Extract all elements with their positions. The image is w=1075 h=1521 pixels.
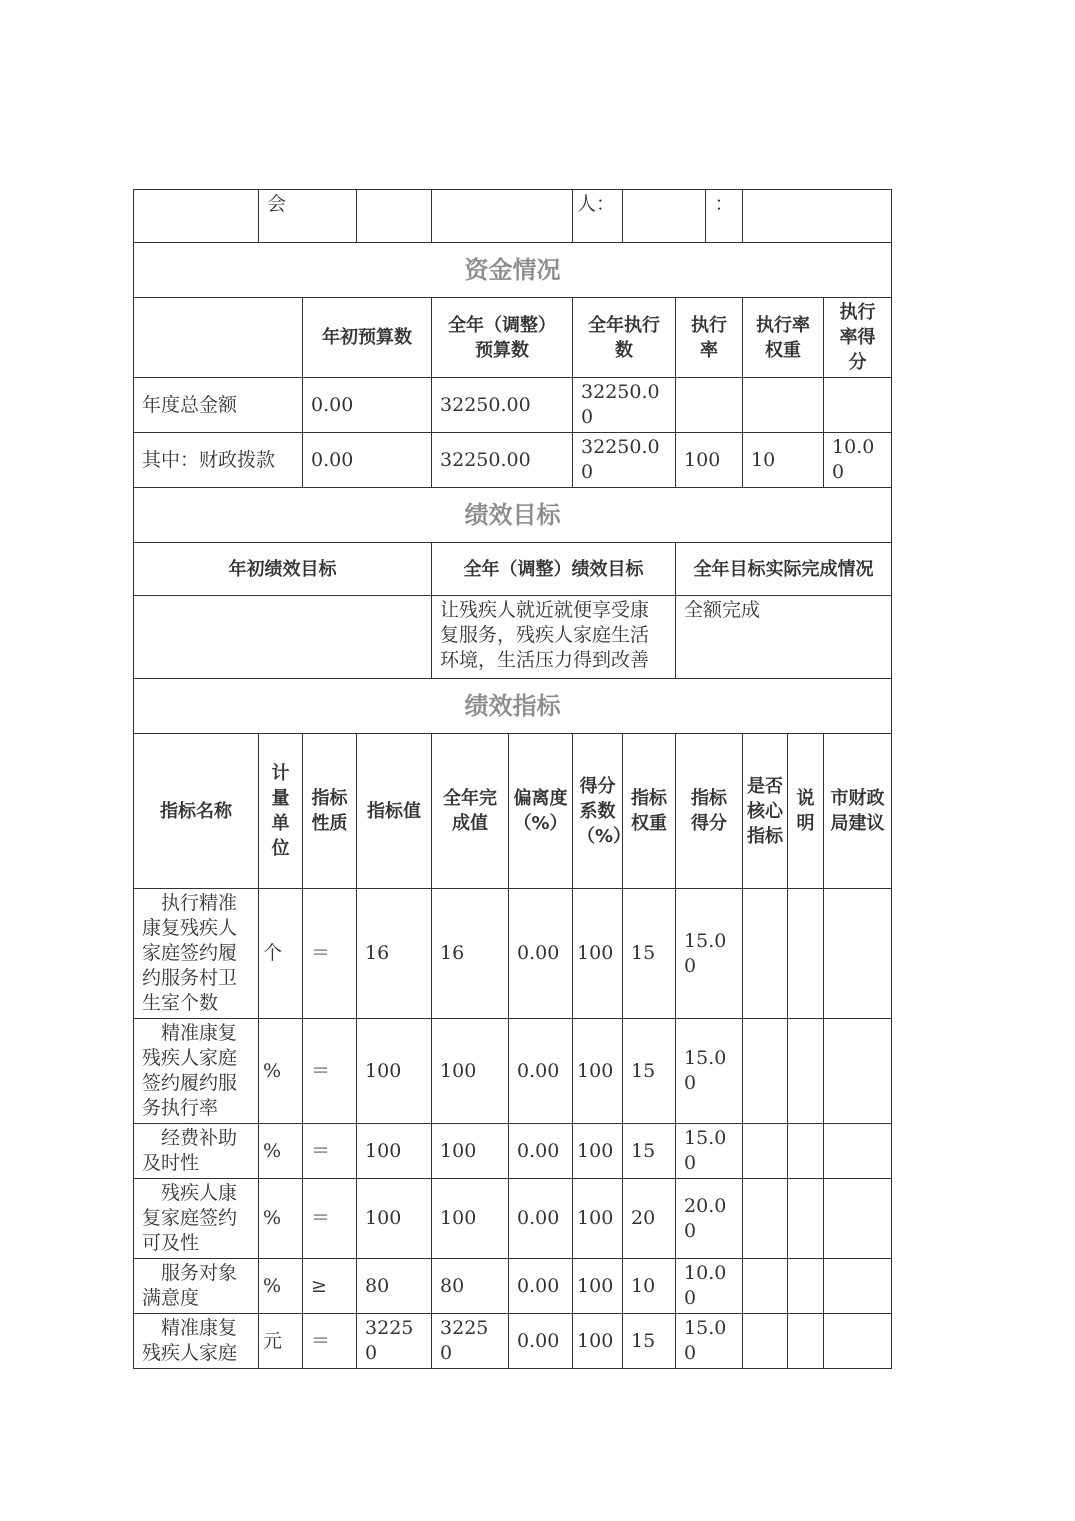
indicator-cell: % xyxy=(259,1124,303,1179)
indicator-cell: 100 xyxy=(357,1124,432,1179)
indicator-row xyxy=(134,1259,892,1314)
indicator-cell xyxy=(743,1314,788,1369)
indicator-cell: 100 xyxy=(573,1124,623,1179)
funds-cell: 10 xyxy=(743,433,824,488)
indicator-cell: 100 xyxy=(357,1179,432,1259)
top-cell-4 xyxy=(432,190,573,243)
funds-header: 执行率 xyxy=(676,298,743,378)
funds-cell xyxy=(676,378,743,433)
indicator-cell xyxy=(788,1179,824,1259)
funds-header: 全年（调整）预算数 xyxy=(432,298,573,378)
top-cell-5: 人： xyxy=(573,190,623,243)
indicator-cell: 0.00 xyxy=(509,1259,573,1314)
indicator-cell xyxy=(743,1179,788,1259)
goals-cell xyxy=(134,596,432,679)
goals-section-title: 绩效目标 xyxy=(134,488,892,543)
performance-table xyxy=(133,189,892,1369)
indicators-header-row xyxy=(134,734,892,889)
indicator-cell: ＝ xyxy=(303,1124,357,1179)
funds-cell xyxy=(824,378,892,433)
indicator-cell: ＝ xyxy=(303,889,357,1019)
goals-section-row xyxy=(134,488,892,543)
indicator-row xyxy=(134,1124,892,1179)
indicator-cell: 15.00 xyxy=(676,1314,743,1369)
indicator-cell: 15 xyxy=(623,1124,676,1179)
indicator-cell: 0.00 xyxy=(509,1019,573,1124)
goals-header: 全年目标实际完成情况 xyxy=(676,543,892,596)
indicator-cell: 0.00 xyxy=(509,1314,573,1369)
funds-section-title: 资金情况 xyxy=(134,243,892,298)
indicator-cell xyxy=(743,1124,788,1179)
indicator-cell xyxy=(743,889,788,1019)
indicator-cell: ＝ xyxy=(303,1019,357,1124)
indicator-cell: 0.00 xyxy=(509,889,573,1019)
indicator-cell: ＝ xyxy=(303,1314,357,1369)
top-row xyxy=(134,190,892,243)
document-page xyxy=(133,189,891,1369)
indicator-header: 说明 xyxy=(788,734,824,889)
indicator-cell: 100 xyxy=(432,1179,509,1259)
funds-header: 全年执行数 xyxy=(573,298,676,378)
top-cell-7: ： xyxy=(706,190,743,243)
indicator-cell: 16 xyxy=(432,889,509,1019)
indicator-cell xyxy=(788,1019,824,1124)
indicator-header: 是否核心指标 xyxy=(743,734,788,889)
funds-cell: 32250.00 xyxy=(573,378,676,433)
indicator-cell xyxy=(824,1314,892,1369)
funds-cell: 0.00 xyxy=(303,378,432,433)
indicator-cell xyxy=(824,1259,892,1314)
goals-row xyxy=(134,596,892,679)
funds-row xyxy=(134,378,892,433)
funds-header-row xyxy=(134,298,892,378)
indicator-name: 精准康复残疾人家庭签约履约服务执行率 xyxy=(134,1019,259,1124)
top-cell-2: 会 xyxy=(259,190,357,243)
indicator-cell: 100 xyxy=(432,1124,509,1179)
indicator-header: 指标名称 xyxy=(134,734,259,889)
indicator-name: 残疾人康复家庭签约可及性 xyxy=(134,1179,259,1259)
indicator-cell: 元 xyxy=(259,1314,303,1369)
indicator-header: 指标值 xyxy=(357,734,432,889)
indicator-name: 经费补助及时性 xyxy=(134,1124,259,1179)
funds-cell: 0.00 xyxy=(303,433,432,488)
funds-header xyxy=(134,298,303,378)
indicator-cell: 20 xyxy=(623,1179,676,1259)
indicator-row xyxy=(134,1019,892,1124)
indicator-cell: 15.00 xyxy=(676,889,743,1019)
indicator-cell: 80 xyxy=(432,1259,509,1314)
funds-header: 年初预算数 xyxy=(303,298,432,378)
funds-row xyxy=(134,433,892,488)
indicator-cell: 15.00 xyxy=(676,1124,743,1179)
indicator-cell: 15 xyxy=(623,889,676,1019)
indicator-cell: 32250 xyxy=(357,1314,432,1369)
indicator-header: 指标得分 xyxy=(676,734,743,889)
indicator-cell: % xyxy=(259,1259,303,1314)
top-cell-3 xyxy=(357,190,432,243)
indicators-section-row xyxy=(134,679,892,734)
indicator-header: 得分系数（%） xyxy=(573,734,623,889)
indicator-cell xyxy=(743,1019,788,1124)
indicator-cell xyxy=(743,1259,788,1314)
indicator-cell: ＝ xyxy=(303,1179,357,1259)
indicators-section-title: 绩效指标 xyxy=(134,679,892,734)
indicator-cell: 10 xyxy=(623,1259,676,1314)
indicator-cell: 个 xyxy=(259,889,303,1019)
indicator-row xyxy=(134,1314,892,1369)
funds-cell: 100 xyxy=(676,433,743,488)
indicator-cell xyxy=(788,1124,824,1179)
indicator-cell xyxy=(788,889,824,1019)
goals-header-row xyxy=(134,543,892,596)
goals-cell: 让残疾人就近就便享受康复服务，残疾人家庭生活环境，生活压力得到改善 xyxy=(432,596,676,679)
funds-cell: 32250.00 xyxy=(432,378,573,433)
indicator-header: 市财政局建议 xyxy=(824,734,892,889)
funds-cell: 32250.00 xyxy=(573,433,676,488)
funds-cell: 年度总金额 xyxy=(134,378,303,433)
indicator-cell: 100 xyxy=(573,889,623,1019)
indicator-cell: 100 xyxy=(357,1019,432,1124)
indicator-cell xyxy=(824,1179,892,1259)
goals-header: 全年（调整）绩效目标 xyxy=(432,543,676,596)
top-cell-1 xyxy=(134,190,259,243)
indicator-cell: 10.00 xyxy=(676,1259,743,1314)
indicator-cell: 100 xyxy=(573,1019,623,1124)
funds-cell: 10.00 xyxy=(824,433,892,488)
funds-cell: 32250.00 xyxy=(432,433,573,488)
indicator-header: 指标性质 xyxy=(303,734,357,889)
indicator-cell xyxy=(824,1019,892,1124)
indicator-row xyxy=(134,1179,892,1259)
indicator-cell: 15.00 xyxy=(676,1019,743,1124)
indicator-cell: 100 xyxy=(573,1314,623,1369)
indicator-row xyxy=(134,889,892,1019)
indicator-cell: 100 xyxy=(573,1259,623,1314)
funds-section-row xyxy=(134,243,892,298)
indicator-cell: 16 xyxy=(357,889,432,1019)
funds-cell xyxy=(743,378,824,433)
indicator-cell xyxy=(824,1124,892,1179)
indicator-cell: ≥ xyxy=(303,1259,357,1314)
indicator-cell: 0.00 xyxy=(509,1124,573,1179)
indicator-header: 指标权重 xyxy=(623,734,676,889)
indicator-cell xyxy=(788,1259,824,1314)
indicator-cell xyxy=(824,889,892,1019)
goals-header: 年初绩效目标 xyxy=(134,543,432,596)
indicator-cell xyxy=(788,1314,824,1369)
indicator-name: 精准康复残疾人家庭 xyxy=(134,1314,259,1369)
indicator-cell: 0.00 xyxy=(509,1179,573,1259)
indicator-header: 全年完成值 xyxy=(432,734,509,889)
indicator-cell: 15 xyxy=(623,1314,676,1369)
goals-cell: 全额完成 xyxy=(676,596,892,679)
indicator-cell: 80 xyxy=(357,1259,432,1314)
indicator-cell: 15 xyxy=(623,1019,676,1124)
indicator-header: 计量单位 xyxy=(259,734,303,889)
indicator-cell: 100 xyxy=(573,1179,623,1259)
indicator-cell: % xyxy=(259,1019,303,1124)
indicator-cell: % xyxy=(259,1179,303,1259)
funds-cell: 其中：财政拨款 xyxy=(134,433,303,488)
funds-header: 执行率权重 xyxy=(743,298,824,378)
indicator-cell: 100 xyxy=(432,1019,509,1124)
indicator-cell: 20.00 xyxy=(676,1179,743,1259)
top-cell-6 xyxy=(623,190,706,243)
indicator-header: 偏离度（%） xyxy=(509,734,573,889)
indicator-cell: 32250 xyxy=(432,1314,509,1369)
indicator-name: 服务对象满意度 xyxy=(134,1259,259,1314)
top-cell-8 xyxy=(743,190,892,243)
funds-header: 执行率得分 xyxy=(824,298,892,378)
indicator-name: 执行精准康复残疾人家庭签约履约服务村卫生室个数 xyxy=(134,889,259,1019)
